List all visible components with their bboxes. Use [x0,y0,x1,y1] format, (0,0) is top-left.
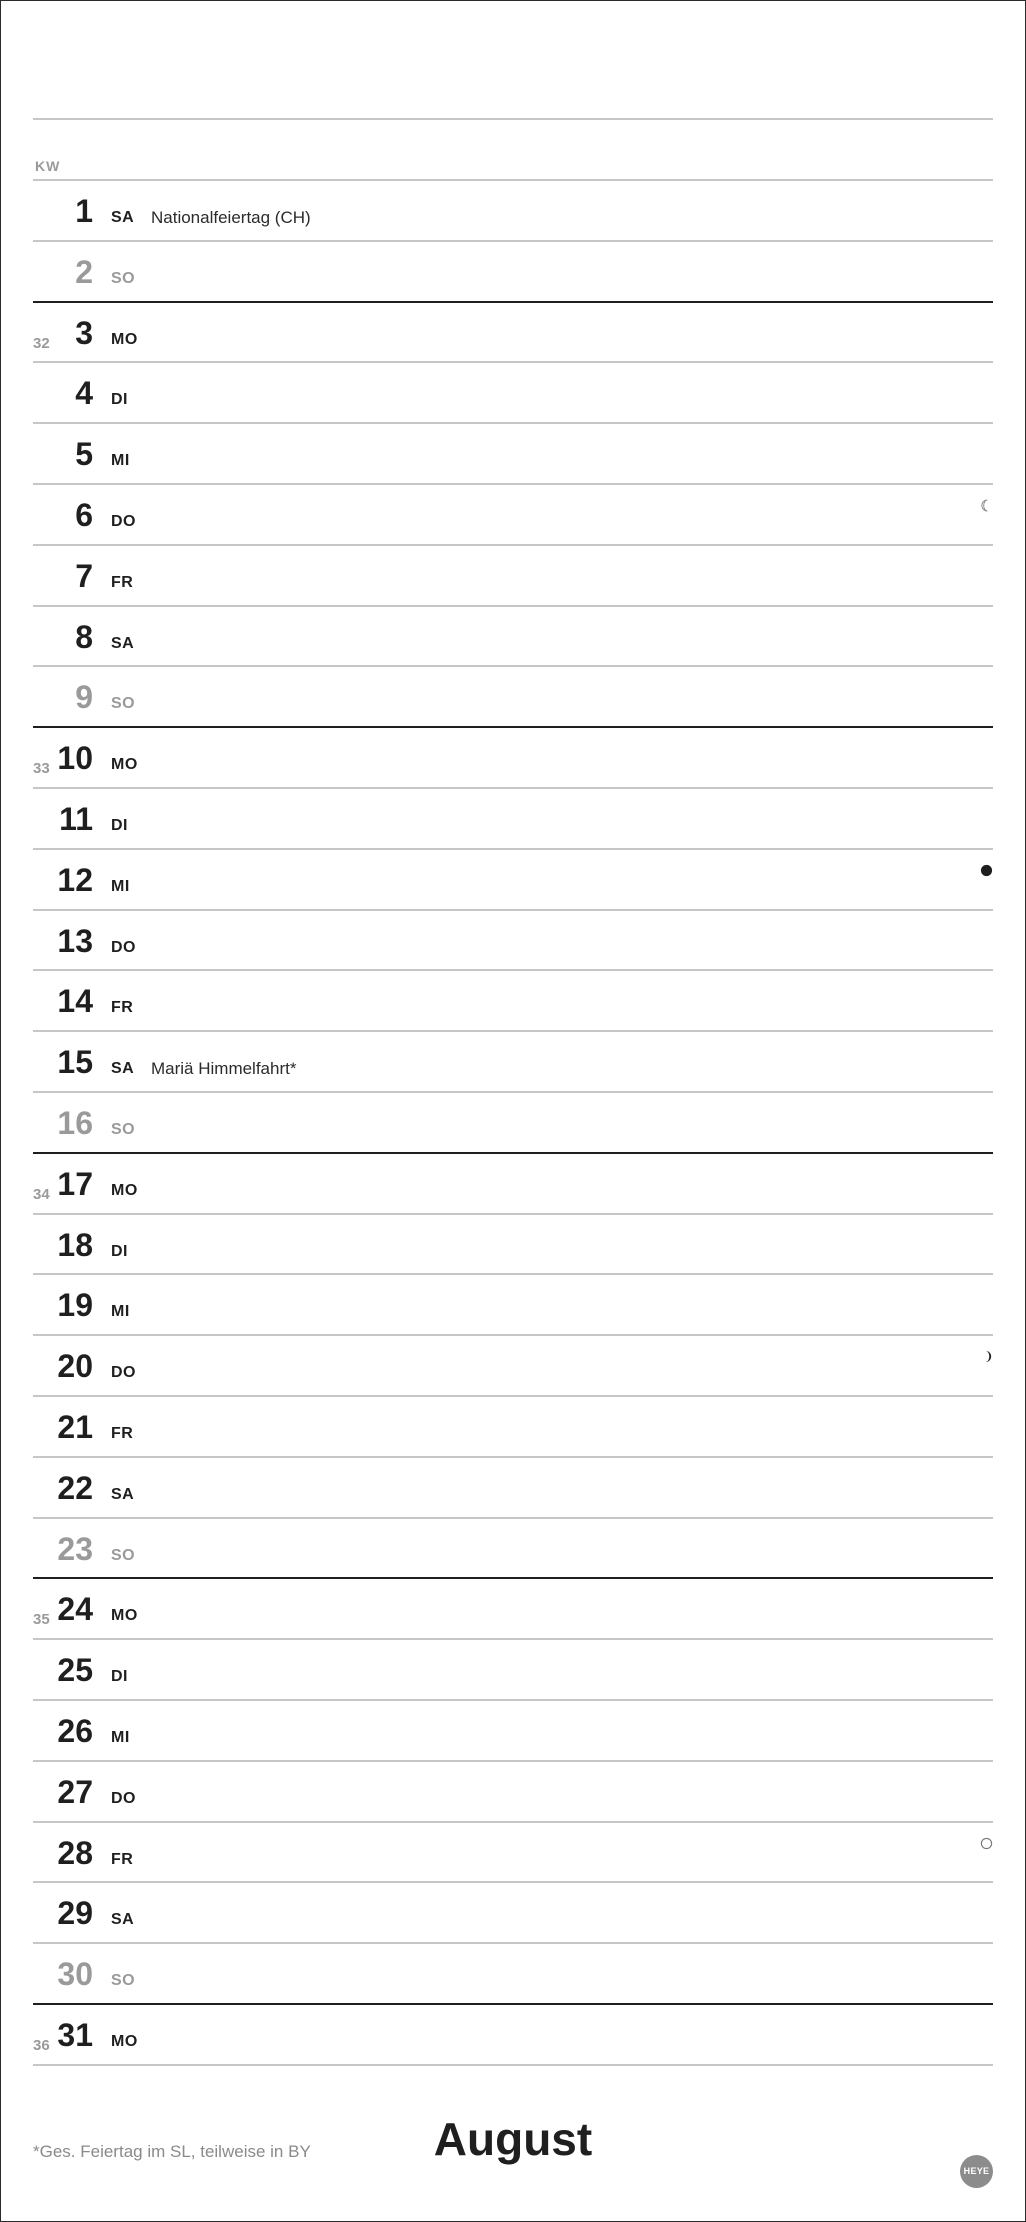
holiday-note: Nationalfeiertag (CH) [151,208,311,227]
day-row [33,1093,993,1154]
day-row [33,1823,993,1884]
day-row [33,607,993,668]
day-number: 9 [75,679,93,716]
day-row [33,2005,993,2066]
day-row [33,424,993,485]
waning-crescent-moon-icon [980,499,993,512]
day-number: 26 [57,1712,93,1749]
day-number: 27 [57,1773,93,1810]
day-row [33,667,993,728]
weekday-label: MO [111,330,138,348]
day-row [33,1579,993,1640]
month-title: August [433,2113,593,2165]
day-number: 19 [57,1287,93,1324]
day-row [33,1762,993,1823]
week-number: 32 [33,334,50,352]
day-number: 24 [57,1591,93,1628]
day-number: 16 [57,1104,93,1141]
weekday-label: MO [111,1607,138,1625]
day-number: 25 [57,1652,93,1689]
holiday-note: Mariä Himmelfahrt* [151,1059,297,1079]
day-number: 29 [57,1895,93,1932]
weekday-label: SA [111,209,135,226]
day-row [33,1275,993,1336]
weekday-label: MI [111,452,130,470]
day-number: 8 [75,618,93,655]
day-row [33,1883,993,1944]
day-number: 6 [75,496,93,533]
full-moon-icon [980,1837,993,1850]
day-row [33,1397,993,1458]
weekday-label: SA [111,1485,135,1503]
weekday-label: MI [111,1728,130,1746]
day-row [33,850,993,911]
day-number: 20 [57,1348,93,1385]
weekday-label: MI [111,877,130,895]
day-number: 13 [57,922,93,959]
day-number: 14 [57,983,93,1020]
weekday-label: SO [111,695,136,713]
week-number: 36 [33,2036,50,2054]
weekday-label: SO [111,1972,136,1990]
kw-label: KW [35,158,61,174]
day-number: 4 [75,375,93,412]
weekday-label: SO [111,1546,136,1564]
day-list [33,181,993,2066]
weekday-label: FR [111,573,134,591]
day-number: 23 [57,1530,93,1567]
weekday-label: MO [111,1181,138,1199]
day-row [33,363,993,424]
day-row [33,485,993,546]
weekday-label: DI [111,391,128,409]
day-row [33,971,993,1032]
day-number: 31 [57,2016,93,2053]
kw-header-row [33,120,993,181]
day-row [33,1519,993,1580]
weekday-label: MI [111,1303,130,1321]
weekday-label: DO [111,938,136,956]
day-number: 28 [57,1834,93,1871]
day-number: 22 [57,1469,93,1506]
heye-logo: HEYE [960,2155,993,2188]
day-row [33,789,993,850]
day-number: 7 [75,557,93,594]
day-row [33,1458,993,1519]
day-number: 21 [57,1408,93,1445]
weekday-label: SA [111,634,135,652]
weekday-label: DO [111,1789,136,1807]
weekday-label: SO [111,1120,136,1138]
day-number: 30 [57,1956,93,1993]
day-row [33,242,993,303]
new-moon-icon [980,864,993,877]
first-quarter-moon-icon [980,1350,993,1363]
weekday-label: FR [111,999,134,1017]
weekday-label: DI [111,816,128,834]
weekday-label: SO [111,269,136,287]
weekday-label: MO [111,2032,138,2050]
weekday-label: DO [111,512,136,530]
weekday-label: SA [111,1060,135,1078]
day-number: 15 [57,1044,93,1081]
day-row [33,1944,993,2005]
day-row [33,546,993,607]
week-number: 35 [33,1611,50,1629]
day-row [33,1336,993,1397]
week-number: 33 [33,760,50,778]
day-number: 1 [75,193,93,229]
day-row [33,1032,993,1093]
day-row [33,1640,993,1701]
weekday-label: FR [111,1850,134,1868]
day-number: 3 [75,314,93,351]
day-row [33,911,993,972]
day-number: 12 [57,861,93,898]
day-number: 18 [57,1226,93,1263]
day-number: 5 [75,436,93,473]
holiday-footnote: *Ges. Feiertag im SL, teilweise in BY [33,2142,311,2161]
day-number: 2 [75,253,93,290]
weekday-label: DO [111,1364,136,1382]
week-number: 34 [33,1185,50,1203]
weekday-label: FR [111,1424,134,1442]
weekday-label: SA [111,1911,135,1929]
day-row [33,1154,993,1215]
day-row [33,1701,993,1762]
day-row [33,1215,993,1276]
weekday-label: DI [111,1242,128,1260]
day-number: 17 [57,1165,93,1202]
day-number: 11 [59,800,93,837]
day-number: 10 [57,740,93,777]
day-row [33,181,993,242]
day-row [33,728,993,789]
day-row [33,303,993,364]
weekday-label: DI [111,1668,128,1686]
weekday-label: MO [111,756,138,774]
